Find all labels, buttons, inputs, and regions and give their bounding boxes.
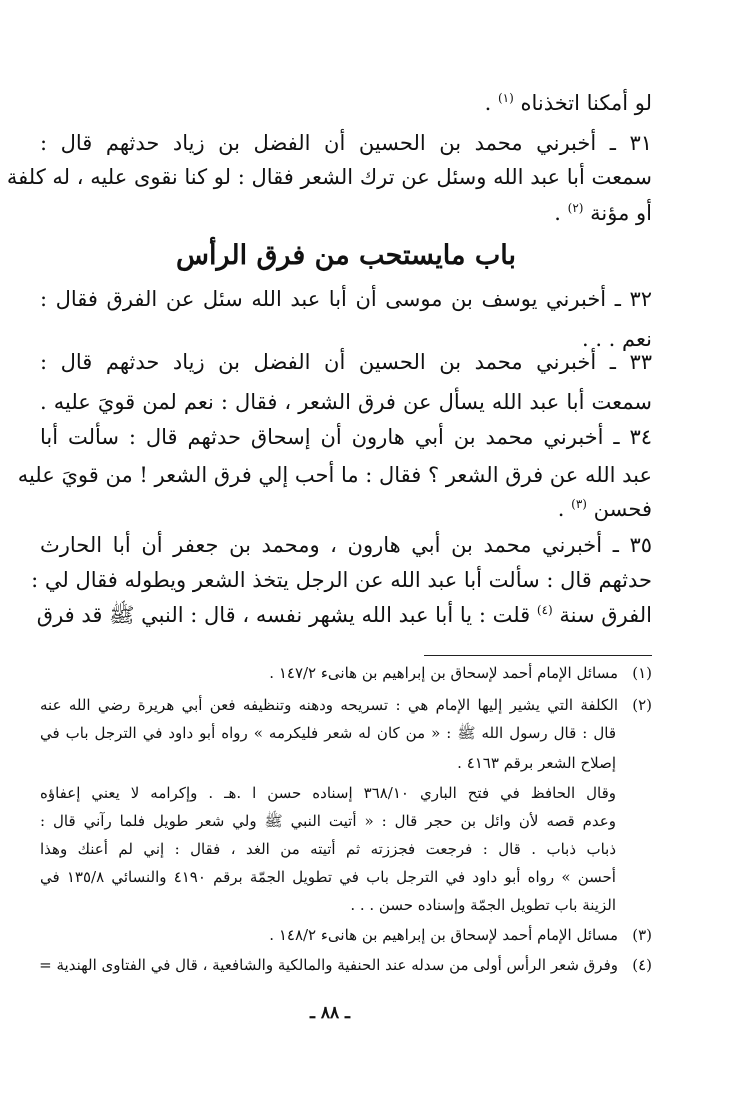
footnote-2-line-6: ذباب ذباب . قال : فرجعت فجززته ثم أتيته من الغد ، فقال : إني لم أعنك وهذا [40, 840, 616, 858]
footnote-text: مسائل الإمام أحمد لإسحاق بن إبراهيم بن هانىء ١٤٧/٢ . [269, 664, 618, 682]
footnote-ref-4: (٤) [536, 603, 553, 617]
paragraph-35-line-2: حدثهم قال : سألت أبا عبد الله عن الرجل يتخذ الشعر ويطوله فقال لي : [31, 568, 652, 592]
footnote-text: وفرق شعر الرأس أولى من سدله عند الحنفية والمالكية والشافعية ، قال في الفتاوى الهندية = [39, 956, 618, 974]
footnote-ref-3: (٣) [571, 497, 587, 511]
footnote-2-line-1 [40, 692, 652, 718]
text-span: الفرق سنة [559, 603, 652, 627]
footnote-2-line-3: إصلاح الشعر برقم ٤١٦٣ . [457, 754, 616, 772]
footnote-text: الكلفة التي يشير إليها الإمام هي : تسريحه ودهنه وتنظيفه فعن أبي هريرة رضي الله عنه [40, 696, 618, 714]
text-span: . [484, 91, 498, 115]
footnote-2-line-5: وعدم قصه لأن وائل بن حجر قال : « أتيت النبي ﷺ ولي شعر طويل فلما رآني قال : [40, 812, 616, 830]
text-span: لو أمكنا اتخذناه [520, 91, 652, 115]
paragraph-32-line-2: نعم . . . [581, 327, 652, 351]
footnote-number: (٤) [632, 956, 652, 974]
footnote-text: مسائل الإمام أحمد لإسحاق بن إبراهيم بن هانىء ١٤٨/٢ . [269, 926, 618, 944]
paragraph-33-line-1: ٣٣ ـ أخبرني محمد بن الحسين أن الفضل بن زياد حدثهم قال : [40, 350, 652, 374]
footnote-number: (٢) [632, 696, 652, 714]
paragraph-35-line-1: ٣٥ ـ أخبرني محمد بن أبي هارون ، ومحمد بن جعفر أن أبا الحارث [40, 533, 652, 557]
footnote-2-line-4: وقال الحافظ في فتح الباري ٣٦٨/١٠ إسناده حسن ا .هـ . وإكرامه لا يعني إعفاؤه [40, 784, 616, 802]
document-page [6, 0, 652, 1100]
footnote-2-line-8: الزينة باب تطويل الجمّة وإسناده حسن . . . [350, 896, 616, 914]
text-line-1 [40, 86, 652, 120]
text-span: أو مؤنة [590, 201, 652, 225]
section-heading: باب مايستحب من فرق الرأس [176, 240, 516, 271]
footnote-ref-2: (٢) [567, 201, 584, 215]
page-number: ـ ٨٨ ـ [309, 1003, 351, 1023]
paragraph-31-line-1: ٣١ ـ أخبرني محمد بن الحسين أن الفضل بن زياد حدثهم قال : [40, 131, 652, 155]
footnote-2-line-2: قال : قال رسول الله ﷺ : « من كان له شعر فليكرمه » رواه أبو داود في الترجل باب في [40, 724, 616, 742]
footnote-3 [40, 922, 652, 948]
paragraph-32-line-1: ٣٢ ـ أخبرني يوسف بن موسى أن أبا عبد الله سئل عن الفرق فقال : [40, 287, 652, 311]
paragraph-31-line-3 [40, 196, 652, 230]
text-span: فحسن [593, 497, 652, 521]
paragraph-34-line-1: ٣٤ ـ أخبرني محمد بن أبي هارون أن إسحاق حدثهم قال : سألت أبا [40, 425, 652, 449]
paragraph-34-line-3 [40, 492, 652, 526]
paragraph-34-line-2: عبد الله عن فرق الشعر ؟ فقال : ما أحب إلي فرق الشعر ! من قويَ عليه [17, 463, 652, 487]
footnote-separator [424, 655, 652, 656]
footnote-4 [40, 952, 652, 978]
paragraph-31-line-2: سمعت أبا عبد الله وسئل عن ترك الشعر فقال : لو كنا نقوى عليه ، له كلفة [6, 165, 652, 189]
footnote-1 [40, 660, 652, 686]
footnote-ref-1: (١) [497, 91, 514, 105]
footnote-number: (٣) [632, 926, 652, 944]
footnote-number: (١) [632, 664, 652, 682]
footnote-2-line-7: أحسن » رواه أبو داود في الترجل باب في تطويل الجمّة برقم ٤١٩٠ والنسائي ١٣٥/٨ في [40, 868, 616, 886]
paragraph-35-line-3 [36, 598, 652, 632]
text-span: . [554, 201, 568, 225]
paragraph-33-line-2: سمعت أبا عبد الله يسأل عن فرق الشعر ، فقال : نعم لمن قويَ عليه . [40, 390, 652, 414]
text-span: قلت : يا أبا عبد الله يشهر نفسه ، قال : النبي ﷺ قد فرق [36, 603, 537, 627]
text-span: . [557, 497, 572, 521]
